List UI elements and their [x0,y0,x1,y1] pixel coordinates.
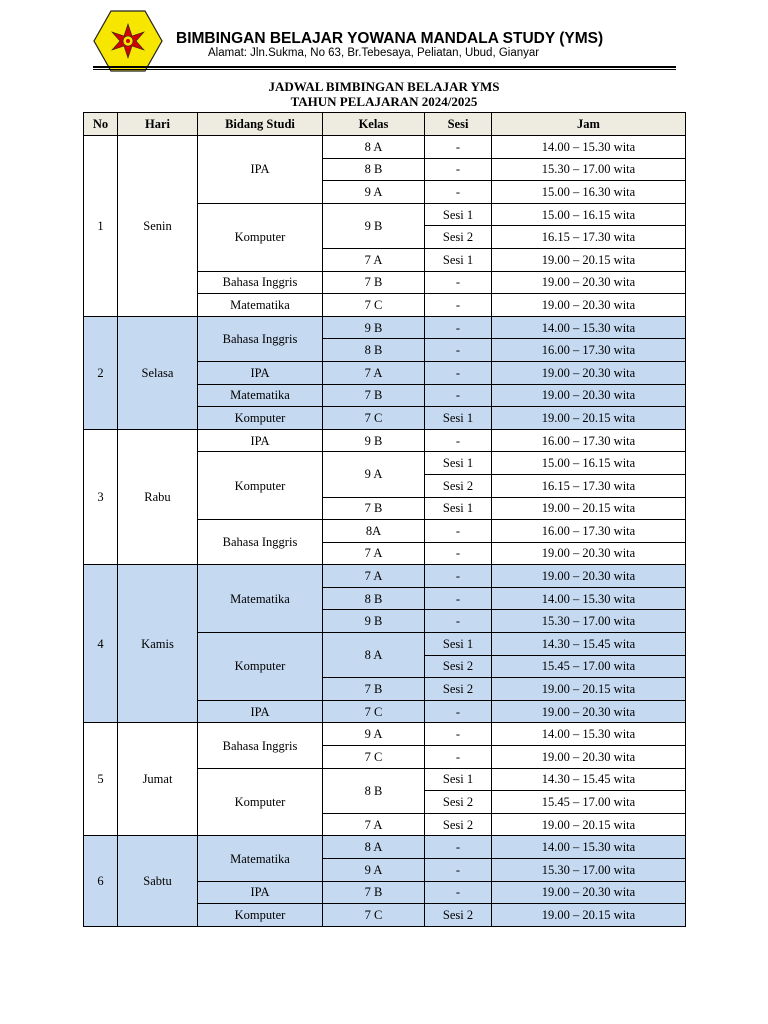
subject-cell: Matematika [198,836,323,881]
schedule-table [83,112,686,927]
session-cell: - [425,158,492,181]
class-cell: 7 A [323,542,425,565]
document-title: JADWAL BIMBINGAN BELAJAR YMS [268,79,500,94]
session-cell: - [425,361,492,384]
session-cell: Sesi 2 [425,474,492,497]
day-name-cell: Rabu [118,429,198,565]
class-cell: 9 A [323,181,425,204]
day-number-cell: 3 [84,429,118,565]
class-cell: 7 C [323,294,425,317]
subject-cell: IPA [198,700,323,723]
subject-cell: Komputer [198,768,323,836]
day-name-cell: Selasa [118,316,198,429]
time-cell: 15.30 – 17.00 wita [492,610,686,633]
class-cell: 8 B [323,768,425,813]
class-cell: 9 A [323,452,425,497]
subject-cell: Bahasa Inggris [198,271,323,294]
class-cell: 8 B [323,587,425,610]
time-cell: 15.45 – 17.00 wita [492,655,686,678]
session-cell: - [425,384,492,407]
time-cell: 19.00 – 20.30 wita [492,271,686,294]
time-cell: 14.00 – 15.30 wita [492,836,686,859]
class-cell: 9 B [323,429,425,452]
day-number-cell: 2 [84,316,118,429]
time-cell: 19.00 – 20.30 wita [492,746,686,769]
session-cell: Sesi 1 [425,633,492,656]
yms-logo-icon [93,10,163,72]
class-cell: 9 B [323,203,425,248]
class-cell: 7 C [323,746,425,769]
column-header-kelas: Kelas [323,113,425,136]
day-number-cell: 5 [84,723,118,836]
class-cell: 7 B [323,881,425,904]
day-name-cell: Sabtu [118,836,198,926]
time-cell: 15.30 – 17.00 wita [492,158,686,181]
time-cell: 15.00 – 16.15 wita [492,452,686,475]
session-cell: Sesi 1 [425,497,492,520]
organization-name: BIMBINGAN BELAJAR YOWANA MANDALA STUDY (YMS) [176,30,604,47]
session-cell: Sesi 2 [425,655,492,678]
time-cell: 15.30 – 17.00 wita [492,859,686,882]
time-cell: 14.30 – 15.45 wita [492,768,686,791]
time-cell: 19.00 – 20.15 wita [492,678,686,701]
time-cell: 19.00 – 20.30 wita [492,565,686,588]
time-cell: 15.45 – 17.00 wita [492,791,686,814]
session-cell: - [425,136,492,159]
session-cell: Sesi 1 [425,203,492,226]
class-cell: 7 B [323,384,425,407]
table-row [84,565,686,588]
column-header-sesi: Sesi [425,113,492,136]
subject-cell: Bahasa Inggris [198,520,323,565]
session-cell: Sesi 1 [425,407,492,430]
class-cell: 9 B [323,610,425,633]
session-cell: - [425,316,492,339]
time-cell: 16.15 – 17.30 wita [492,226,686,249]
time-cell: 14.00 – 15.30 wita [492,587,686,610]
subject-cell: IPA [198,361,323,384]
header-rule-thin [93,69,676,70]
time-cell: 19.00 – 20.30 wita [492,542,686,565]
time-cell: 19.00 – 20.15 wita [492,248,686,271]
table-row [84,429,686,452]
day-number-cell: 4 [84,565,118,723]
subject-cell: Matematika [198,384,323,407]
time-cell: 19.00 – 20.15 wita [492,813,686,836]
class-cell: 7 C [323,407,425,430]
session-cell: - [425,294,492,317]
table-row [84,136,686,159]
time-cell: 19.00 – 20.30 wita [492,361,686,384]
time-cell: 19.00 – 20.30 wita [492,384,686,407]
session-cell: Sesi 1 [425,768,492,791]
session-cell: - [425,723,492,746]
day-name-cell: Jumat [118,723,198,836]
subject-cell: IPA [198,136,323,204]
session-cell: - [425,542,492,565]
time-cell: 16.00 – 17.30 wita [492,429,686,452]
session-cell: - [425,181,492,204]
class-cell: 8 B [323,339,425,362]
time-cell: 14.00 – 15.30 wita [492,136,686,159]
class-cell: 7 A [323,813,425,836]
day-name-cell: Kamis [118,565,198,723]
class-cell: 8 B [323,158,425,181]
time-cell: 19.00 – 20.30 wita [492,700,686,723]
header-rule-thick [93,66,676,68]
class-cell: 7 A [323,565,425,588]
session-cell: - [425,746,492,769]
class-cell: 7 B [323,678,425,701]
day-number-cell: 1 [84,136,118,317]
class-cell: 8 A [323,836,425,859]
class-cell: 7 C [323,904,425,927]
session-cell: Sesi 2 [425,813,492,836]
column-header-jam: Jam [492,113,686,136]
column-header-bidang-studi: Bidang Studi [198,113,323,136]
day-name-cell: Senin [118,136,198,317]
time-cell: 14.00 – 15.30 wita [492,723,686,746]
session-cell: - [425,587,492,610]
session-cell: - [425,565,492,588]
class-cell: 7 A [323,361,425,384]
time-cell: 19.00 – 20.15 wita [492,407,686,430]
class-cell: 9 A [323,723,425,746]
time-cell: 19.00 – 20.30 wita [492,294,686,317]
table-row [84,836,686,859]
session-cell: - [425,429,492,452]
time-cell: 16.00 – 17.30 wita [492,520,686,543]
session-cell: - [425,610,492,633]
table-row [84,316,686,339]
time-cell: 16.00 – 17.30 wita [492,339,686,362]
session-cell: - [425,836,492,859]
session-cell: - [425,881,492,904]
subject-cell: Bahasa Inggris [198,316,323,361]
class-cell: 8A [323,520,425,543]
time-cell: 15.00 – 16.30 wita [492,181,686,204]
session-cell: Sesi 2 [425,226,492,249]
subject-cell: IPA [198,429,323,452]
time-cell: 19.00 – 20.30 wita [492,881,686,904]
subject-cell: Komputer [198,633,323,701]
class-cell: 8 A [323,633,425,678]
time-cell: 16.15 – 17.30 wita [492,474,686,497]
class-cell: 7 C [323,700,425,723]
time-cell: 14.00 – 15.30 wita [492,316,686,339]
column-header-hari: Hari [118,113,198,136]
column-header-no: No [84,113,118,136]
session-cell: Sesi 1 [425,248,492,271]
session-cell: Sesi 2 [425,678,492,701]
subject-cell: Komputer [198,407,323,430]
organization-address: Alamat: Jln.Sukma, No 63, Br.Tebesaya, Peliatan, Ubud, Gianyar [208,47,540,59]
subject-cell: Matematika [198,565,323,633]
class-cell: 8 A [323,136,425,159]
session-cell: - [425,271,492,294]
session-cell: - [425,859,492,882]
subject-cell: IPA [198,881,323,904]
subject-cell: Komputer [198,452,323,520]
class-cell: 7 B [323,497,425,520]
time-cell: 19.00 – 20.15 wita [492,497,686,520]
session-cell: Sesi 2 [425,904,492,927]
table-header-row [84,113,686,136]
subject-cell: Komputer [198,203,323,271]
subject-cell: Bahasa Inggris [198,723,323,768]
subject-cell: Matematika [198,294,323,317]
class-cell: 7 B [323,271,425,294]
session-cell: - [425,700,492,723]
document-subtitle: TAHUN PELAJARAN 2024/2025 [290,94,478,109]
time-cell: 14.30 – 15.45 wita [492,633,686,656]
day-number-cell: 6 [84,836,118,926]
class-cell: 7 A [323,248,425,271]
session-cell: Sesi 2 [425,791,492,814]
session-cell: Sesi 1 [425,452,492,475]
class-cell: 9 B [323,316,425,339]
table-row [84,723,686,746]
class-cell: 9 A [323,859,425,882]
session-cell: - [425,520,492,543]
subject-cell: Komputer [198,904,323,927]
time-cell: 15.00 – 16.15 wita [492,203,686,226]
session-cell: - [425,339,492,362]
time-cell: 19.00 – 20.15 wita [492,904,686,927]
schedule-body [84,136,686,927]
